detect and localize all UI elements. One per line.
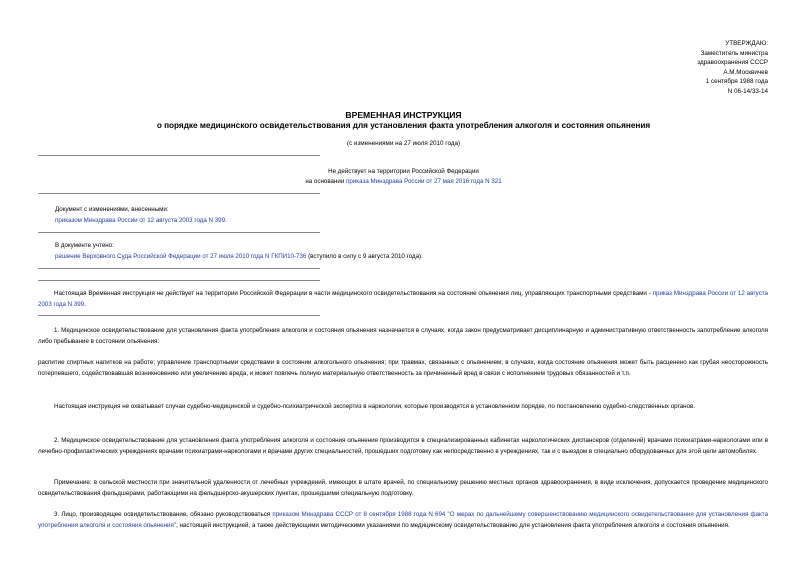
approval-line: А.М.Москвичев bbox=[723, 68, 768, 76]
divider bbox=[38, 268, 320, 269]
approval-line: N 06-14/33-14 bbox=[727, 87, 768, 95]
divider bbox=[38, 280, 320, 281]
changes-note: (с изменениями на 27 июля 2010 года) bbox=[346, 140, 461, 147]
divider bbox=[38, 315, 320, 316]
doc-changes-link[interactable]: приказом Минздрава России от 12 августа 2003 года N 399. bbox=[55, 217, 227, 224]
divider bbox=[38, 193, 320, 194]
approval-line: Заместитель министра bbox=[700, 49, 768, 57]
paragraph-5: Примечание: в сельской местности при значительной удаленности от лечебных учреждений, имеющих в штате врачей, по специальному решению местных органов здравоохранения, в виде исключения, допускается проведение медицинского освидетельствования фельдшерами, работающими на фельдшерско-акушерских пунктах, прошедшими специальную подготовку. bbox=[38, 479, 768, 497]
note-text: Настоящая Временная инструкция не действует на территории Российской Федерации в части медицинского освидетельствования на состояние опьянения лиц, управляющих транспортными средствами - bbox=[54, 290, 653, 297]
notice-line-2 bbox=[0, 177, 807, 187]
considered-line bbox=[55, 251, 755, 262]
divider bbox=[38, 155, 320, 156]
document-title: ВРЕМЕННАЯ ИНСТРУКЦИЯ bbox=[345, 110, 462, 120]
paragraph-6 bbox=[38, 510, 768, 531]
order-694-link[interactable]: приказом Минздрава СССР от 8 сентября 1988 года N 694 "О мерах по дальнейшему совершенствованию медицинского освидетельствования для установления факта употребления алкоголя и состояния опьянения" bbox=[38, 511, 769, 529]
paragraph-1: 1. Медицинское освидетельствование для установления факта употребления алкоголя и состояния опьянения назначается в случаях, когда закон предусматривает дисциплинарную и административную ответственность запотребление алкоголя либо пребывание в состоянии опьянения: bbox=[38, 327, 768, 345]
paragraph-2: распитие спиртных напитков на работе; управление транспортными средствами в состоянии алкогольного опьянения; при травмах, связанных с опьянением; в случаях, когда состояние опьянения может быть расценено как грубая неосторожность потерпевшего, содействовавшая возникновению или увеличению вреда, и может повлечь полную материальную ответственность за причиненный вред в связи с исполнением трудовых обязанностей и т.п. bbox=[38, 359, 768, 377]
paragraph-4: 2. Медицинское освидетельствование для установления факта употребления алкоголя и состояния опьянения производится в специализированных кабинетах наркологических диспансеров (отделений) врачами психиатрами-наркологами или в лечебно-профилактических учреждениях врачами психиатрами-наркологами и врачами других специальностей, прошедших подготовку как непосредственно в учреждениях, так и с выездом в специально оборудованных для этой цели автомобилях. bbox=[38, 437, 768, 455]
document-subtitle: о порядке медицинского освидетельствования для установления факта употребления алкоголя и состояния опьянения bbox=[156, 121, 651, 130]
approval-line: здравоохранения СССР bbox=[697, 59, 768, 67]
applicability-note bbox=[38, 289, 768, 310]
approval-block bbox=[697, 39, 768, 97]
p6-text-a: 3. Лицо, производящее освидетельствование, обязано руководствоваться bbox=[54, 511, 273, 518]
divider bbox=[38, 232, 320, 233]
note-end: . bbox=[84, 300, 86, 308]
approval-line: УТВЕРЖДАЮ: bbox=[725, 40, 768, 47]
considered-label: В документе учтено: bbox=[55, 242, 114, 249]
paragraph-3: Настоящая инструкция не охватывает случаи судебно-медицинской и судебно-психиатрической экспертиз в наркологии, которые производятся в установленном порядке, по постановлению судебно-следственных органов. bbox=[54, 403, 696, 410]
note-link[interactable]: приказ Минздрава России от 12 августа 2003 года N 399 bbox=[38, 290, 768, 308]
notice-prefix: на основании bbox=[305, 178, 347, 185]
approval-line: 1 сентября 1988 года bbox=[705, 78, 768, 86]
doc-changes-label: Документ с изменениями, внесенными: bbox=[55, 206, 169, 213]
considered-suffix: (вступило в силу с 9 августа 2010 года). bbox=[306, 253, 423, 260]
p6-text-b: , настоящей инструкцией, а также действующими методическими указаниями по медицинскому освидетельствованию для установления факта употребления алкоголя и состояния опьянения. bbox=[176, 521, 730, 529]
notice-line-1: Не действует на территории Российской Федерации bbox=[328, 168, 479, 175]
court-decision-link[interactable]: решение Верховного Суда Российской Федерации от 27 июля 2010 года N ГКПИ10-736 bbox=[55, 253, 307, 260]
notice-link[interactable]: приказа Минздрава России от 27 мая 2016 года N 321 bbox=[346, 178, 502, 185]
